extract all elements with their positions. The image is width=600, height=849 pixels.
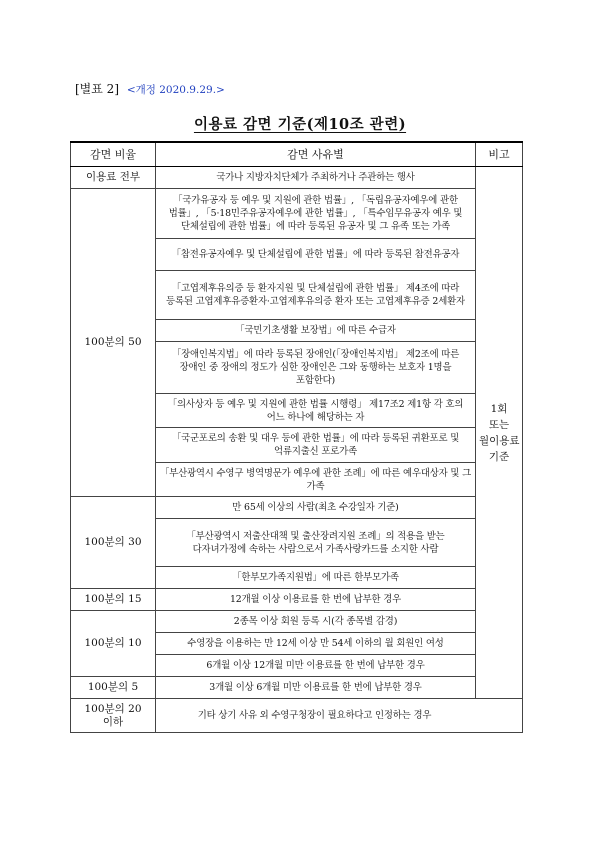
reason-cell: 「장애인복지법」에 따라 등록된 장애인(「장애인복지법」 제2조에 따른 장애인 중 장애의 정도가 심한 장애인은 그와 동행하는 보호자 1명을 포함한다)	[156, 342, 476, 394]
column-header-rate: 감면 비율	[71, 142, 156, 167]
reason-cell: 만 65세 이상의 사람(최초 수강일자 기준)	[156, 497, 476, 519]
table-header-row	[71, 142, 523, 167]
reason-cell: 「참전유공자예우 및 단체설립에 관한 법률」에 따라 등록된 참전유공자	[156, 239, 476, 271]
rate-cell: 100분의 30	[71, 497, 156, 589]
reason-cell: 「부산광역시 저출산대책 및 출산장려지원 조례」의 적용을 받는 다자녀가정에 속하는 사람으로서 가족사랑카드를 소지한 사람	[156, 519, 476, 567]
reason-cell: 「고엽제후유의증 등 환자지원 및 단체설립에 관한 법률」 제4조에 따라 등록된 고엽제후유증환자·고엽제후유의증 환자 또는 고엽제후유증 2세환자	[156, 271, 476, 320]
column-header-note: 비고	[476, 142, 523, 167]
reason-cell: 3개월 이상 6개월 미만 이용료를 한 번에 납부한 경우	[156, 677, 476, 699]
reason-cell: 국가나 지방자치단체가 주최하거나 주관하는 행사	[156, 167, 476, 189]
reason-cell: 「국민기초생활 보장법」에 따른 수급자	[156, 320, 476, 342]
page-title	[0, 113, 600, 134]
table-row	[71, 167, 523, 189]
rate-cell: 100분의 20 이하	[71, 699, 156, 733]
reason-cell: 「의사상자 등 예우 및 지원에 관한 법률 시행령」 제17조2 제1항 각 호의 어느 하나에 해당하는 자	[156, 394, 476, 428]
reason-cell: 기타 상기 사유 외 수영구청장이 필요하다고 인정하는 경우	[156, 699, 523, 733]
reduction-table	[70, 141, 523, 733]
table-row	[71, 611, 523, 633]
revision-date: <개정 2020.9.29.>	[126, 84, 225, 96]
rate-cell: 100분의 10	[71, 611, 156, 677]
reason-cell: 「부산광역시 수영구 병역명문가 예우에 관한 조례」에 따른 예우대상자 및 그 가족	[156, 463, 476, 497]
table-row	[71, 677, 523, 699]
reason-cell: 「국군포로의 송환 및 대우 등에 관한 법률」에 따라 등록된 귀환포로 및 억류지출신 포로가족	[156, 428, 476, 463]
reason-cell: 「국가유공자 등 예우 및 지원에 관한 법률」, 「독립유공자예우에 관한 법률」, 「5·18민주유공자예우에 관한 법률」, 「특수임무유공자 예우 및 단체설립에 관한 법률」에 따라 등록된 유공자 및 그 유족 또는 가족	[156, 189, 476, 239]
reason-cell: 「한부모가족지원법」에 따른 한부모가족	[156, 567, 476, 589]
column-header-reason: 감면 사유별	[156, 142, 476, 167]
rate-cell: 이용료 전부	[71, 167, 156, 189]
page-title-text: 이용료 감면 기준(제10조 관련)	[193, 116, 407, 133]
annex-header	[75, 80, 225, 97]
table-row	[71, 589, 523, 611]
table-row	[71, 699, 523, 733]
reason-cell: 2종목 이상 회원 등록 시(각 종목별 감경)	[156, 611, 476, 633]
rate-cell: 100분의 50	[71, 189, 156, 497]
reason-cell: 수영장을 이용하는 만 12세 이상 만 54세 이하의 월 회원인 여성	[156, 633, 476, 655]
annex-label: [별표 2]	[75, 82, 119, 96]
table-row	[71, 497, 523, 519]
table-row	[71, 189, 523, 239]
rate-cell: 100분의 5	[71, 677, 156, 699]
note-cell: 1회 또는 월이용료 기준	[476, 167, 523, 699]
reason-cell: 12개월 이상 이용료를 한 번에 납부한 경우	[156, 589, 476, 611]
rate-cell: 100분의 15	[71, 589, 156, 611]
reason-cell: 6개월 이상 12개월 미만 이용료를 한 번에 납부한 경우	[156, 655, 476, 677]
